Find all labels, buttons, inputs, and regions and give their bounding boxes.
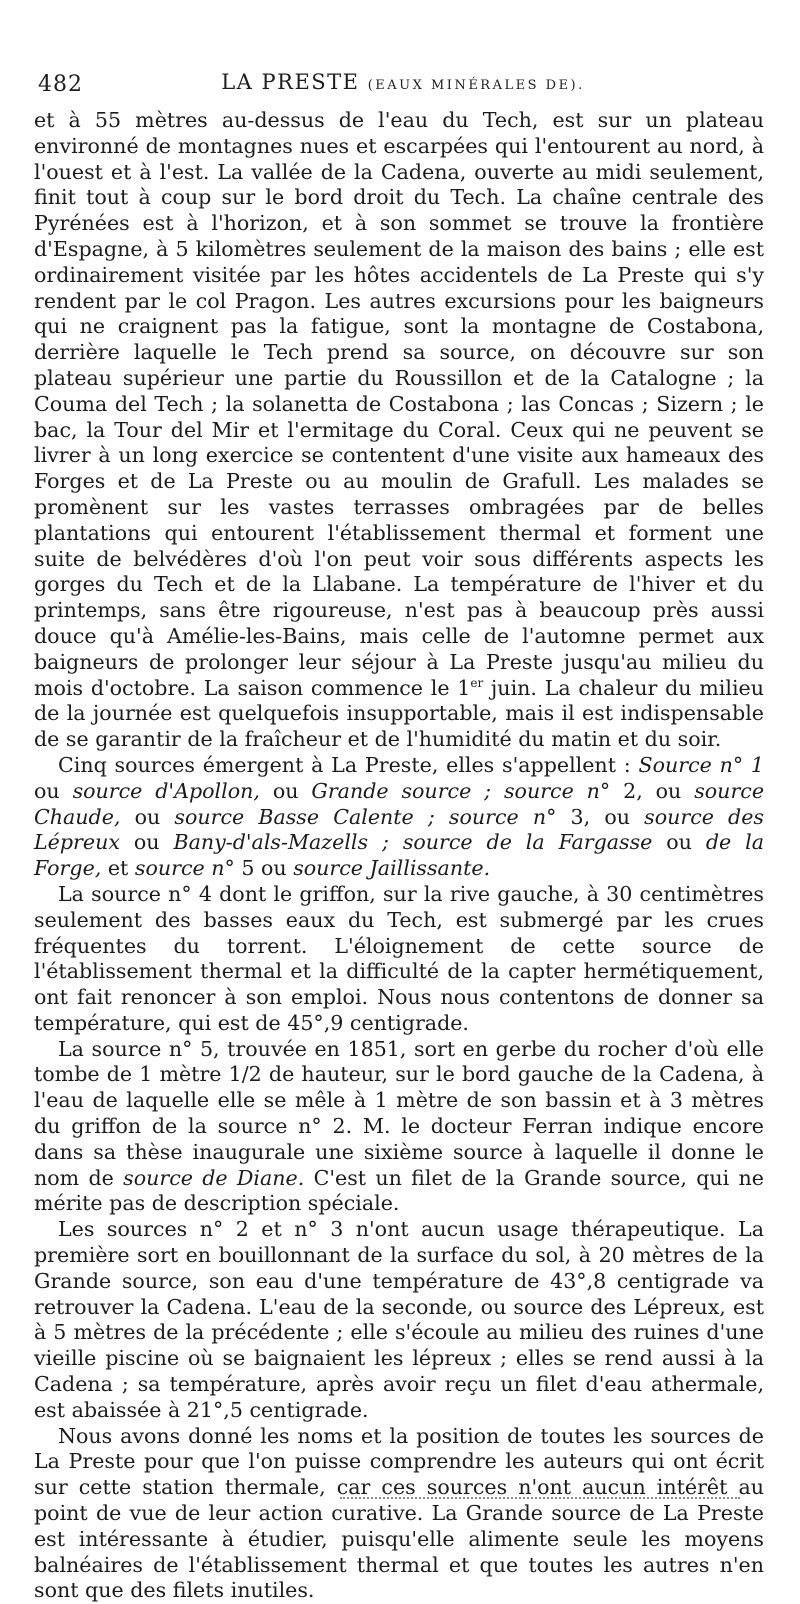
text-run: Nous avons donné les noms et la position de toutes les sources de La Preste pour que l'on puisse comprendre les auteurs qui ont écrit sur cette station thermale, car ces sources n'ont aucun intérêt au point de vue de leur action curative. La Grande source de La Preste est intéressante à étudier, puisqu'elle alimente seule les moyens balnéaires de l'établissement thermal et que toutes les autres n'en sont que des filets inutiles. bbox=[34, 1423, 764, 1603]
paragraph bbox=[34, 1424, 764, 1604]
text-run: C'est un filet de la Grande source, qui ne mérite pas de description spéciale. bbox=[34, 1165, 764, 1216]
page-header bbox=[38, 70, 768, 100]
text-run: ou bbox=[119, 830, 174, 855]
italic-text: Bany-d'als-Mazells ; source de la Fargasse bbox=[173, 830, 653, 855]
text-run: La source n° 5, trouvée en 1851, sort en gerbe du rocher d'où elle tombe de 1 mètre 1/2 de hauteur, sur le bord gauche de la Cadena, à l'eau de laquelle elle se mêle à 1 mètre de son bassin et à 3 mètres du griffon de la source n° 2. M. le docteur Ferran indique encore dans sa thèse inaugurale une sixième source à laquelle il donne le nom de bbox=[34, 1036, 764, 1190]
body-text bbox=[34, 108, 764, 1604]
italic-text: source d'Apollon, bbox=[72, 778, 260, 803]
running-head bbox=[38, 70, 768, 94]
italic-text: source Chaude, bbox=[34, 778, 765, 829]
text-run: La source n° 4 dont le griffon, sur la rive gauche, à 30 centimètres seulement des basses eaux du Tech, est submergé par les crues fréquentes du torrent. L'éloignement de cette source de l'établissement thermal et la difficulté de la capter hermétiquement, ont fait renoncer à son emploi. Nous nous contentons de donner sa température, qui est de 45°,9 centigrade. bbox=[34, 881, 764, 1035]
footer-dotted-rule bbox=[340, 1497, 740, 1499]
text-run: ou bbox=[652, 830, 706, 855]
page-number: 482 bbox=[38, 72, 83, 97]
text-run: juin. La chaleur du milieu de la journée est quelquefois insupportable, mais il est indispensable de se garantir de la fraîcheur et de l'humidité du matin et du soir. bbox=[34, 675, 764, 752]
paragraph bbox=[34, 1217, 764, 1423]
text-run: 5 ou bbox=[234, 856, 294, 881]
italic-text: source Jaillissante. bbox=[293, 856, 491, 881]
italic-text: Grande source ; source n° bbox=[311, 778, 611, 803]
italic-text: source de Diane. bbox=[123, 1165, 305, 1190]
italic-text: de la Forge, bbox=[34, 830, 764, 881]
superscript-text: er bbox=[470, 675, 484, 690]
paragraph bbox=[34, 882, 764, 1037]
text-run: Cinq sources émergent à La Preste, elles s'appellent : bbox=[58, 752, 639, 777]
paragraph bbox=[34, 753, 764, 882]
text-run: et bbox=[101, 856, 135, 881]
paragraph bbox=[34, 108, 764, 753]
text-run: ou bbox=[34, 778, 73, 803]
paragraph bbox=[34, 1037, 764, 1218]
running-head-subtitle: (EAUX MINÉRALES DE). bbox=[367, 78, 585, 93]
running-head-title: LA PRESTE bbox=[221, 70, 360, 94]
text-run: 2, ou bbox=[610, 778, 695, 803]
italic-text: source Basse Calente ; source n° bbox=[174, 804, 557, 829]
text-run: ou bbox=[120, 804, 175, 829]
text-run: Les sources n° 2 et n° 3 n'ont aucun usage thérapeutique. La première sort en bouillonnant de la surface du sol, à 20 mètres de la Grande source, son eau d'une température de 43°,8 centigrade va retrouver la Cadena. L'eau de la seconde, ou source des Lépreux, est à 5 mètres de la précédente ; elle s'écoule au milieu des ruines d'une vieille piscine où se baignaient les lépreux ; elles se rend aussi à la Cadena ; sa température, après avoir reçu un filet d'eau athermale, est abaissée à 21°,5 centigrade. bbox=[34, 1217, 764, 1422]
italic-text: Source n° 1 bbox=[638, 752, 765, 777]
italic-text: source n° bbox=[134, 856, 235, 881]
text-run: et à 55 mètres au-dessus de l'eau du Tech, est sur un plateau environné de montagnes nues et escarpées qui l'entourent au nord, à l'ouest et à l'est. La vallée de la Cadena, ouverte au midi seulement, finit tout à coup sur le bord droit du Tech. La chaîne centrale des Pyrénées est à l'horizon, et à son sommet se trouve la frontière d'Espagne, à 5 kilomètres seulement de la maison des bains ; elle est ordinairement visitée par les hôtes accidentels de La Preste qui s'y rendent par le col Pragon. Les autres excursions pour les baigneurs qui ne craignent pas la fatigue, sont la montagne de Costabona, derrière laquelle le Tech prend sa source, on découvre sur son plateau supérieur une partie du Roussillon et de la Catalogne ; la Couma del Tech ; la solanetta de Costabona ; las Concas ; Sizern ; le bac, la Tour del Mir et l'ermitage du Coral. Ceux qui ne peuvent se livrer à un long exercice se contentent d'une visite aux hameaux des Forges et de La Preste ou au moulin de Grafull. Les malades se promènent sur les vastes terrasses ombragées par de belles plantations qui entourent l'établissement thermal et forment une suite de belvédères d'où l'on peut voir sous différents aspects les gorges du Tech et de la Llabane. La température de l'hiver et du printemps, sans être rigoureuse, n'est pas à beaucoup près aussi douce qu'à Amélie-les-Bains, mais celle de l'automne permet aux baigneurs de prolonger leur séjour à La Preste jusqu'au milieu du mois d'octobre. La saison commence le 1 bbox=[34, 108, 764, 700]
italic-text: source des Lépreux bbox=[34, 804, 764, 855]
text-run: 3, ou bbox=[556, 804, 645, 829]
text-run: ou bbox=[259, 778, 312, 803]
